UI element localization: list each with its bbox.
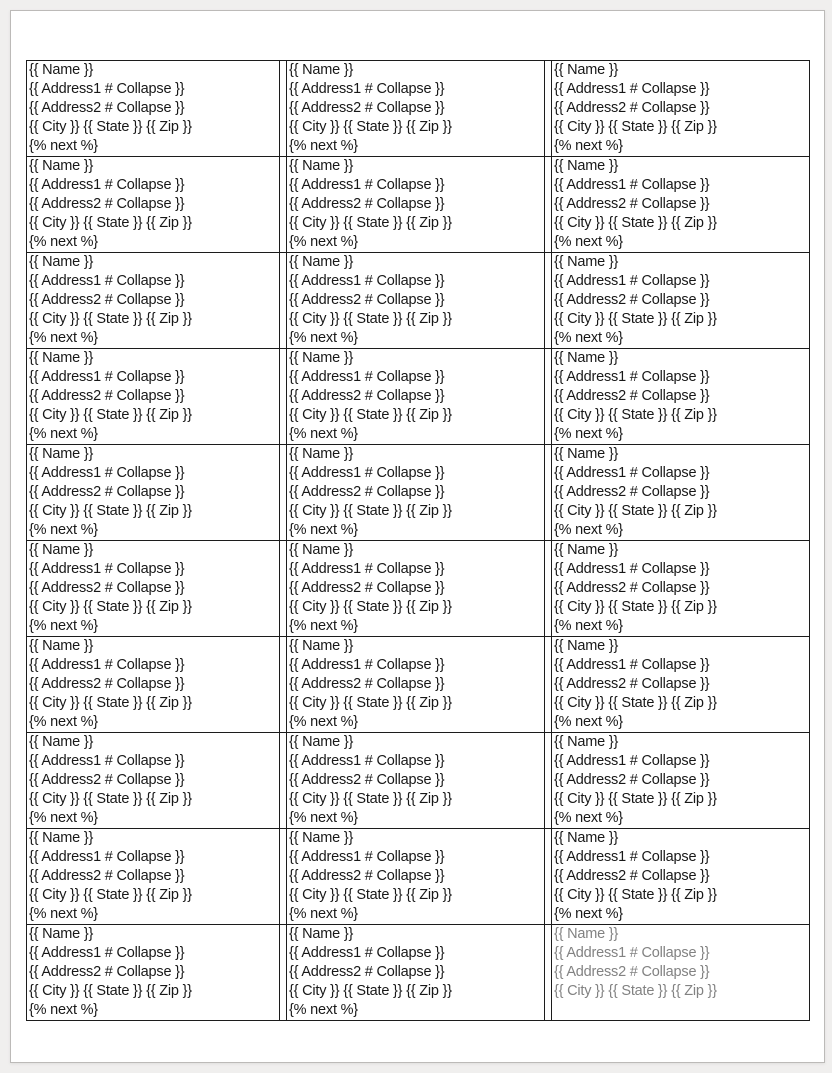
- label-cell[interactable]: [552, 925, 810, 1021]
- label-row: [27, 157, 810, 253]
- merge-field-line: {{ Address1 # Collapse }}: [554, 945, 710, 961]
- label-cell[interactable]: [27, 637, 280, 733]
- next-record-line: {% next %}: [554, 234, 623, 250]
- merge-field-line: {{ Address1 # Collapse }}: [29, 81, 185, 97]
- label-cell[interactable]: [287, 61, 545, 157]
- spacer-cell: [545, 829, 552, 925]
- label-cell[interactable]: [552, 349, 810, 445]
- merge-field-line: {{ Name }}: [289, 734, 354, 750]
- label-cell[interactable]: [27, 349, 280, 445]
- spacer-cell: [545, 61, 552, 157]
- labels-table: [26, 60, 810, 1021]
- label-cell[interactable]: [27, 925, 280, 1021]
- merge-field-line: {{ City }} {{ State }} {{ Zip }}: [554, 311, 717, 327]
- label-cell[interactable]: [552, 61, 810, 157]
- next-record-line: {% next %}: [29, 234, 98, 250]
- label-row: [27, 637, 810, 733]
- merge-field-line: {{ Address2 # Collapse }}: [29, 964, 185, 980]
- merge-field-line: {{ Name }}: [554, 254, 619, 270]
- merge-field-line: {{ Name }}: [554, 542, 619, 558]
- merge-field-line: {{ Address1 # Collapse }}: [289, 849, 445, 865]
- merge-field-line: {{ Address2 # Collapse }}: [29, 676, 185, 692]
- merge-field-line: {{ City }} {{ State }} {{ Zip }}: [29, 215, 192, 231]
- spacer-cell: [280, 445, 287, 541]
- merge-field-line: {{ Address1 # Collapse }}: [554, 369, 710, 385]
- label-cell[interactable]: [287, 157, 545, 253]
- merge-field-line: {{ City }} {{ State }} {{ Zip }}: [289, 599, 452, 615]
- next-record-line: {% next %}: [29, 330, 98, 346]
- next-record-line: {% next %}: [554, 522, 623, 538]
- merge-field-line: {{ Address2 # Collapse }}: [29, 388, 185, 404]
- label-row: [27, 445, 810, 541]
- merge-field-line: {{ Address1 # Collapse }}: [289, 369, 445, 385]
- merge-field-line: {{ City }} {{ State }} {{ Zip }}: [554, 503, 717, 519]
- label-cell[interactable]: [552, 541, 810, 637]
- merge-field-line: {{ Address1 # Collapse }}: [554, 81, 710, 97]
- label-row: [27, 733, 810, 829]
- merge-field-line: {{ Address2 # Collapse }}: [29, 196, 185, 212]
- spacer-cell: [545, 445, 552, 541]
- label-cell[interactable]: [27, 829, 280, 925]
- spacer-cell: [280, 157, 287, 253]
- merge-field-line: {{ Address2 # Collapse }}: [289, 388, 445, 404]
- merge-field-line: {{ Address1 # Collapse }}: [29, 657, 185, 673]
- merge-field-line: {{ Address1 # Collapse }}: [289, 465, 445, 481]
- next-record-line: {% next %}: [554, 810, 623, 826]
- merge-field-line: {{ City }} {{ State }} {{ Zip }}: [289, 887, 452, 903]
- merge-field-line: {{ Name }}: [289, 830, 354, 846]
- spacer-cell: [545, 253, 552, 349]
- label-cell[interactable]: [27, 445, 280, 541]
- next-record-line: {% next %}: [29, 810, 98, 826]
- merge-field-line: {{ City }} {{ State }} {{ Zip }}: [289, 503, 452, 519]
- next-record-line: {% next %}: [554, 906, 623, 922]
- merge-field-line: {{ Address2 # Collapse }}: [554, 580, 710, 596]
- merge-field-line: {{ Address2 # Collapse }}: [29, 484, 185, 500]
- merge-field-line: {{ Address2 # Collapse }}: [554, 772, 710, 788]
- merge-field-line: {{ Address2 # Collapse }}: [554, 388, 710, 404]
- next-record-line: {% next %}: [29, 1002, 98, 1018]
- label-cell[interactable]: [287, 349, 545, 445]
- merge-field-line: {{ Address2 # Collapse }}: [289, 676, 445, 692]
- merge-field-line: {{ Name }}: [554, 734, 619, 750]
- merge-field-line: {{ Address1 # Collapse }}: [289, 945, 445, 961]
- merge-field-line: {{ Name }}: [29, 446, 94, 462]
- next-record-line: {% next %}: [289, 522, 358, 538]
- merge-field-line: {{ City }} {{ State }} {{ Zip }}: [29, 407, 192, 423]
- label-cell[interactable]: [27, 253, 280, 349]
- merge-field-line: {{ Address2 # Collapse }}: [554, 676, 710, 692]
- next-record-line: {% next %}: [289, 810, 358, 826]
- label-cell[interactable]: [287, 733, 545, 829]
- next-record-line: {% next %}: [554, 618, 623, 634]
- merge-field-line: {{ Address1 # Collapse }}: [29, 177, 185, 193]
- label-cell[interactable]: [27, 541, 280, 637]
- merge-field-line: {{ Address2 # Collapse }}: [289, 196, 445, 212]
- merge-field-line: {{ Address2 # Collapse }}: [554, 964, 710, 980]
- next-record-line: {% next %}: [289, 906, 358, 922]
- merge-field-line: {{ Address2 # Collapse }}: [554, 196, 710, 212]
- merge-field-line: {{ Address2 # Collapse }}: [29, 100, 185, 116]
- label-row: [27, 925, 810, 1021]
- merge-field-line: {{ Address1 # Collapse }}: [289, 81, 445, 97]
- merge-field-line: {{ Address1 # Collapse }}: [29, 945, 185, 961]
- merge-field-line: {{ Address2 # Collapse }}: [289, 772, 445, 788]
- label-cell[interactable]: [287, 253, 545, 349]
- merge-field-line: {{ City }} {{ State }} {{ Zip }}: [289, 119, 452, 135]
- merge-field-line: {{ Name }}: [29, 926, 94, 942]
- label-cell[interactable]: [287, 925, 545, 1021]
- next-record-line: {% next %}: [289, 618, 358, 634]
- merge-field-line: {{ City }} {{ State }} {{ Zip }}: [29, 599, 192, 615]
- merge-field-line: {{ City }} {{ State }} {{ Zip }}: [29, 887, 192, 903]
- merge-field-line: {{ Name }}: [289, 542, 354, 558]
- spacer-cell: [545, 541, 552, 637]
- merge-field-line: {{ Address1 # Collapse }}: [29, 849, 185, 865]
- merge-field-line: {{ Name }}: [29, 638, 94, 654]
- merge-field-line: {{ City }} {{ State }} {{ Zip }}: [554, 791, 717, 807]
- merge-field-line: {{ Name }}: [29, 254, 94, 270]
- merge-field-line: {{ Name }}: [289, 254, 354, 270]
- merge-field-line: {{ Address2 # Collapse }}: [554, 292, 710, 308]
- merge-field-line: {{ City }} {{ State }} {{ Zip }}: [29, 119, 192, 135]
- label-cell[interactable]: [552, 157, 810, 253]
- merge-field-line: {{ Name }}: [29, 734, 94, 750]
- merge-field-line: {{ Address1 # Collapse }}: [29, 753, 185, 769]
- label-cell[interactable]: [552, 829, 810, 925]
- spacer-cell: [280, 349, 287, 445]
- next-record-line: {% next %}: [554, 426, 623, 442]
- merge-field-line: {{ Address2 # Collapse }}: [29, 868, 185, 884]
- label-cell[interactable]: [552, 637, 810, 733]
- merge-field-line: {{ Name }}: [289, 350, 354, 366]
- merge-field-line: {{ City }} {{ State }} {{ Zip }}: [289, 311, 452, 327]
- spacer-cell: [280, 541, 287, 637]
- merge-field-line: {{ Address1 # Collapse }}: [554, 657, 710, 673]
- label-row: [27, 541, 810, 637]
- merge-field-line: {{ Name }}: [29, 830, 94, 846]
- spacer-cell: [280, 925, 287, 1021]
- next-record-line: {% next %}: [29, 426, 98, 442]
- merge-field-line: {{ Address1 # Collapse }}: [29, 273, 185, 289]
- next-record-line: {% next %}: [29, 522, 98, 538]
- spacer-cell: [280, 253, 287, 349]
- merge-field-line: {{ City }} {{ State }} {{ Zip }}: [289, 695, 452, 711]
- merge-field-line: {{ Address1 # Collapse }}: [554, 561, 710, 577]
- next-record-line: {% next %}: [554, 714, 623, 730]
- merge-field-line: {{ Name }}: [289, 638, 354, 654]
- merge-field-line: {{ Address1 # Collapse }}: [289, 273, 445, 289]
- merge-field-line: {{ City }} {{ State }} {{ Zip }}: [29, 695, 192, 711]
- merge-field-line: {{ Address1 # Collapse }}: [554, 177, 710, 193]
- merge-field-line: {{ City }} {{ State }} {{ Zip }}: [554, 887, 717, 903]
- merge-field-line: {{ Name }}: [554, 158, 619, 174]
- merge-field-line: {{ Address2 # Collapse }}: [289, 292, 445, 308]
- merge-field-line: {{ Address2 # Collapse }}: [289, 868, 445, 884]
- merge-field-line: {{ City }} {{ State }} {{ Zip }}: [554, 695, 717, 711]
- merge-field-line: {{ City }} {{ State }} {{ Zip }}: [29, 503, 192, 519]
- merge-field-line: {{ City }} {{ State }} {{ Zip }}: [554, 215, 717, 231]
- label-row: [27, 253, 810, 349]
- merge-field-line: {{ City }} {{ State }} {{ Zip }}: [29, 791, 192, 807]
- merge-field-line: {{ Address1 # Collapse }}: [29, 561, 185, 577]
- spacer-cell: [280, 733, 287, 829]
- next-record-line: {% next %}: [289, 330, 358, 346]
- label-row: [27, 829, 810, 925]
- merge-field-line: {{ Address2 # Collapse }}: [554, 100, 710, 116]
- spacer-cell: [545, 637, 552, 733]
- merge-field-line: {{ Address2 # Collapse }}: [29, 772, 185, 788]
- next-record-line: {% next %}: [289, 234, 358, 250]
- merge-field-line: {{ Name }}: [289, 158, 354, 174]
- merge-field-line: {{ Name }}: [554, 62, 619, 78]
- merge-field-line: {{ Name }}: [289, 62, 354, 78]
- merge-field-line: {{ City }} {{ State }} {{ Zip }}: [554, 983, 717, 999]
- merge-field-line: {{ City }} {{ State }} {{ Zip }}: [289, 215, 452, 231]
- next-record-line: {% next %}: [29, 138, 98, 154]
- merge-field-line: {{ Address2 # Collapse }}: [29, 292, 185, 308]
- merge-field-line: {{ Name }}: [554, 830, 619, 846]
- merge-field-line: {{ Address2 # Collapse }}: [289, 100, 445, 116]
- spacer-cell: [545, 349, 552, 445]
- merge-field-line: {{ Address1 # Collapse }}: [554, 465, 710, 481]
- next-record-line: {% next %}: [554, 330, 623, 346]
- merge-field-line: {{ City }} {{ State }} {{ Zip }}: [289, 983, 452, 999]
- merge-field-line: {{ Name }}: [289, 446, 354, 462]
- merge-field-line: {{ Name }}: [29, 542, 94, 558]
- merge-field-line: {{ Name }}: [289, 926, 354, 942]
- merge-field-line: {{ Address2 # Collapse }}: [29, 580, 185, 596]
- merge-field-line: {{ Address2 # Collapse }}: [289, 580, 445, 596]
- next-record-line: {% next %}: [29, 906, 98, 922]
- merge-field-line: {{ City }} {{ State }} {{ Zip }}: [289, 407, 452, 423]
- next-record-line: {% next %}: [289, 714, 358, 730]
- merge-field-line: {{ Name }}: [554, 926, 619, 942]
- merge-field-line: {{ City }} {{ State }} {{ Zip }}: [289, 791, 452, 807]
- merge-field-line: {{ Address2 # Collapse }}: [554, 868, 710, 884]
- merge-field-line: {{ Address1 # Collapse }}: [289, 753, 445, 769]
- merge-field-line: {{ City }} {{ State }} {{ Zip }}: [29, 311, 192, 327]
- next-record-line: {% next %}: [289, 1002, 358, 1018]
- merge-field-line: {{ Address1 # Collapse }}: [289, 177, 445, 193]
- spacer-cell: [545, 925, 552, 1021]
- document-page[interactable]: [10, 10, 825, 1063]
- next-record-line: {% next %}: [29, 714, 98, 730]
- merge-field-line: {{ Address2 # Collapse }}: [289, 484, 445, 500]
- label-row: [27, 349, 810, 445]
- merge-field-line: {{ Address1 # Collapse }}: [29, 465, 185, 481]
- spacer-cell: [280, 637, 287, 733]
- spacer-cell: [545, 733, 552, 829]
- merge-field-line: {{ City }} {{ State }} {{ Zip }}: [554, 119, 717, 135]
- merge-field-line: {{ Address1 # Collapse }}: [289, 561, 445, 577]
- merge-field-line: {{ Name }}: [554, 350, 619, 366]
- merge-field-line: {{ Address1 # Collapse }}: [554, 273, 710, 289]
- label-cell[interactable]: [27, 733, 280, 829]
- merge-field-line: {{ City }} {{ State }} {{ Zip }}: [554, 407, 717, 423]
- merge-field-line: {{ Address1 # Collapse }}: [289, 657, 445, 673]
- label-cell[interactable]: [552, 253, 810, 349]
- merge-field-line: {{ Name }}: [29, 62, 94, 78]
- spacer-cell: [280, 61, 287, 157]
- merge-field-line: {{ Address2 # Collapse }}: [289, 964, 445, 980]
- merge-field-line: {{ Name }}: [29, 350, 94, 366]
- merge-field-line: {{ Address1 # Collapse }}: [554, 753, 710, 769]
- merge-field-line: {{ Address2 # Collapse }}: [554, 484, 710, 500]
- merge-field-line: {{ City }} {{ State }} {{ Zip }}: [554, 599, 717, 615]
- merge-field-line: {{ Address1 # Collapse }}: [554, 849, 710, 865]
- merge-field-line: {{ Name }}: [29, 158, 94, 174]
- label-row: [27, 61, 810, 157]
- merge-field-line: {{ Name }}: [554, 638, 619, 654]
- merge-field-line: {{ Address1 # Collapse }}: [29, 369, 185, 385]
- label-cell[interactable]: [287, 541, 545, 637]
- label-cell[interactable]: [287, 829, 545, 925]
- next-record-line: {% next %}: [289, 426, 358, 442]
- label-cell[interactable]: [27, 157, 280, 253]
- label-cell[interactable]: [27, 61, 280, 157]
- labels-table-body: [27, 61, 810, 1021]
- spacer-cell: [545, 157, 552, 253]
- merge-field-line: {{ City }} {{ State }} {{ Zip }}: [29, 983, 192, 999]
- next-record-line: {% next %}: [29, 618, 98, 634]
- merge-field-line: {{ Name }}: [554, 446, 619, 462]
- next-record-line: {% next %}: [289, 138, 358, 154]
- spacer-cell: [280, 829, 287, 925]
- label-cell[interactable]: [552, 733, 810, 829]
- label-cell[interactable]: [287, 445, 545, 541]
- label-cell[interactable]: [287, 637, 545, 733]
- label-cell[interactable]: [552, 445, 810, 541]
- next-record-line: {% next %}: [554, 138, 623, 154]
